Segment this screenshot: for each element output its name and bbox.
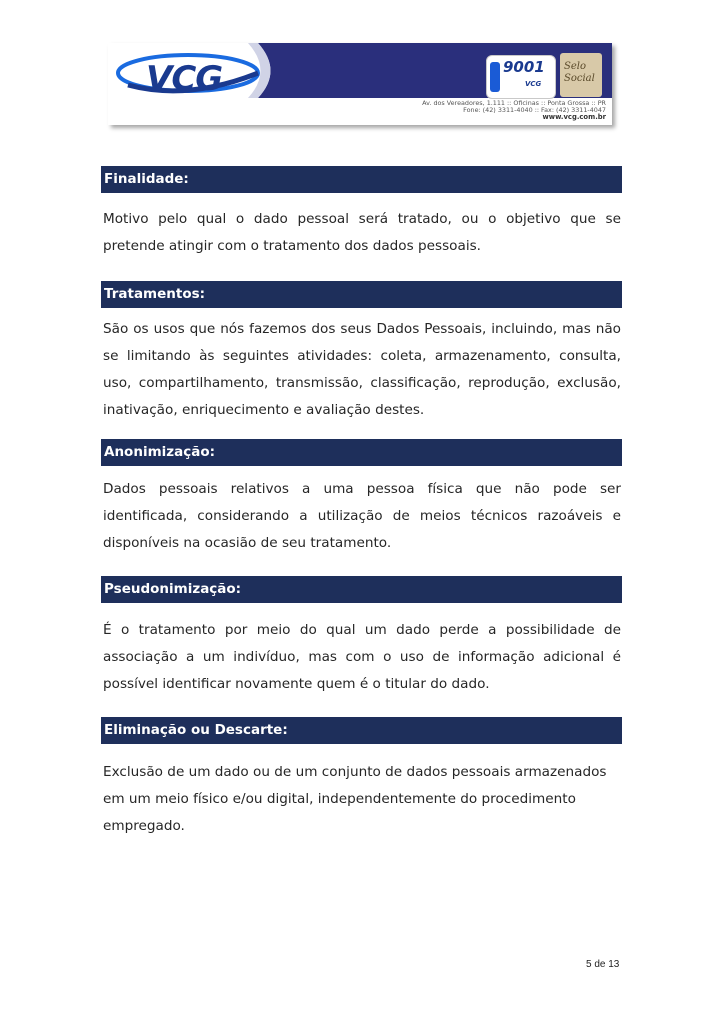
address-line: Av. dos Vereadores, 1.111 :: Oficinas :: Ponta Grossa :: PR [422,99,606,107]
section-heading-eliminacao: Eliminação ou Descarte: [101,717,622,744]
section-text-anonimizacao: Dados pessoais relativos a uma pessoa física que não pode ser identificada, considerando a utilização de meios técnicos razoáveis e disponíveis na ocasião de seu tratamento. [103,481,621,551]
section-heading-finalidade: Finalidade: [101,166,622,193]
section-heading-pseudonimizacao: Pseudonimização: [101,576,622,603]
letterhead [108,43,612,125]
section-heading-anonimizacao: Anonimização: [101,439,622,466]
iso-vcg-label: VCG [525,80,542,88]
section-text-tratamentos: São os usos que nós fazemos dos seus Dados Pessoais, incluindo, mas não se limitando às seguintes atividades: coleta, armazenamento, consulta, uso, compartilhamento, transmissão, classificação, reprodução, exclusão, inativação, enriquecimento e avaliação destes. [103,321,621,418]
iso-side-stripe [490,62,500,92]
iso-9001-badge [486,55,556,99]
page-number: 5 de 13 [586,959,620,970]
iso-number: 9001 [503,58,545,76]
section-text-pseudonimizacao: É o tratamento por meio do qual um dado perde a possibilidade de associação a um indivíduo, mas com o uso de informação adicional é possível identificar novamente quem é o titular do dado. [103,622,621,692]
section-text-eliminacao: Exclusão de um dado ou de um conjunto de dados pessoais armazenados em um meio físico e/ou digital, independentemente do procedimento empregado. [103,764,607,834]
section-text-finalidade: Motivo pelo qual o dado pessoal será tratado, ou o objetivo que se pretende atingir com o tratamento dos dados pessoais. [103,211,621,254]
vcg-logo-text: VCG [146,59,223,99]
selo-social-badge [560,53,602,97]
website-line: www.vcg.com.br [542,113,606,121]
phone-line: Fone: (42) 3311-4040 :: Fax: (42) 3311-4047 [463,106,606,114]
selo-social-text: Selo Social [564,61,595,84]
section-heading-tratamentos: Tratamentos: [101,281,622,308]
